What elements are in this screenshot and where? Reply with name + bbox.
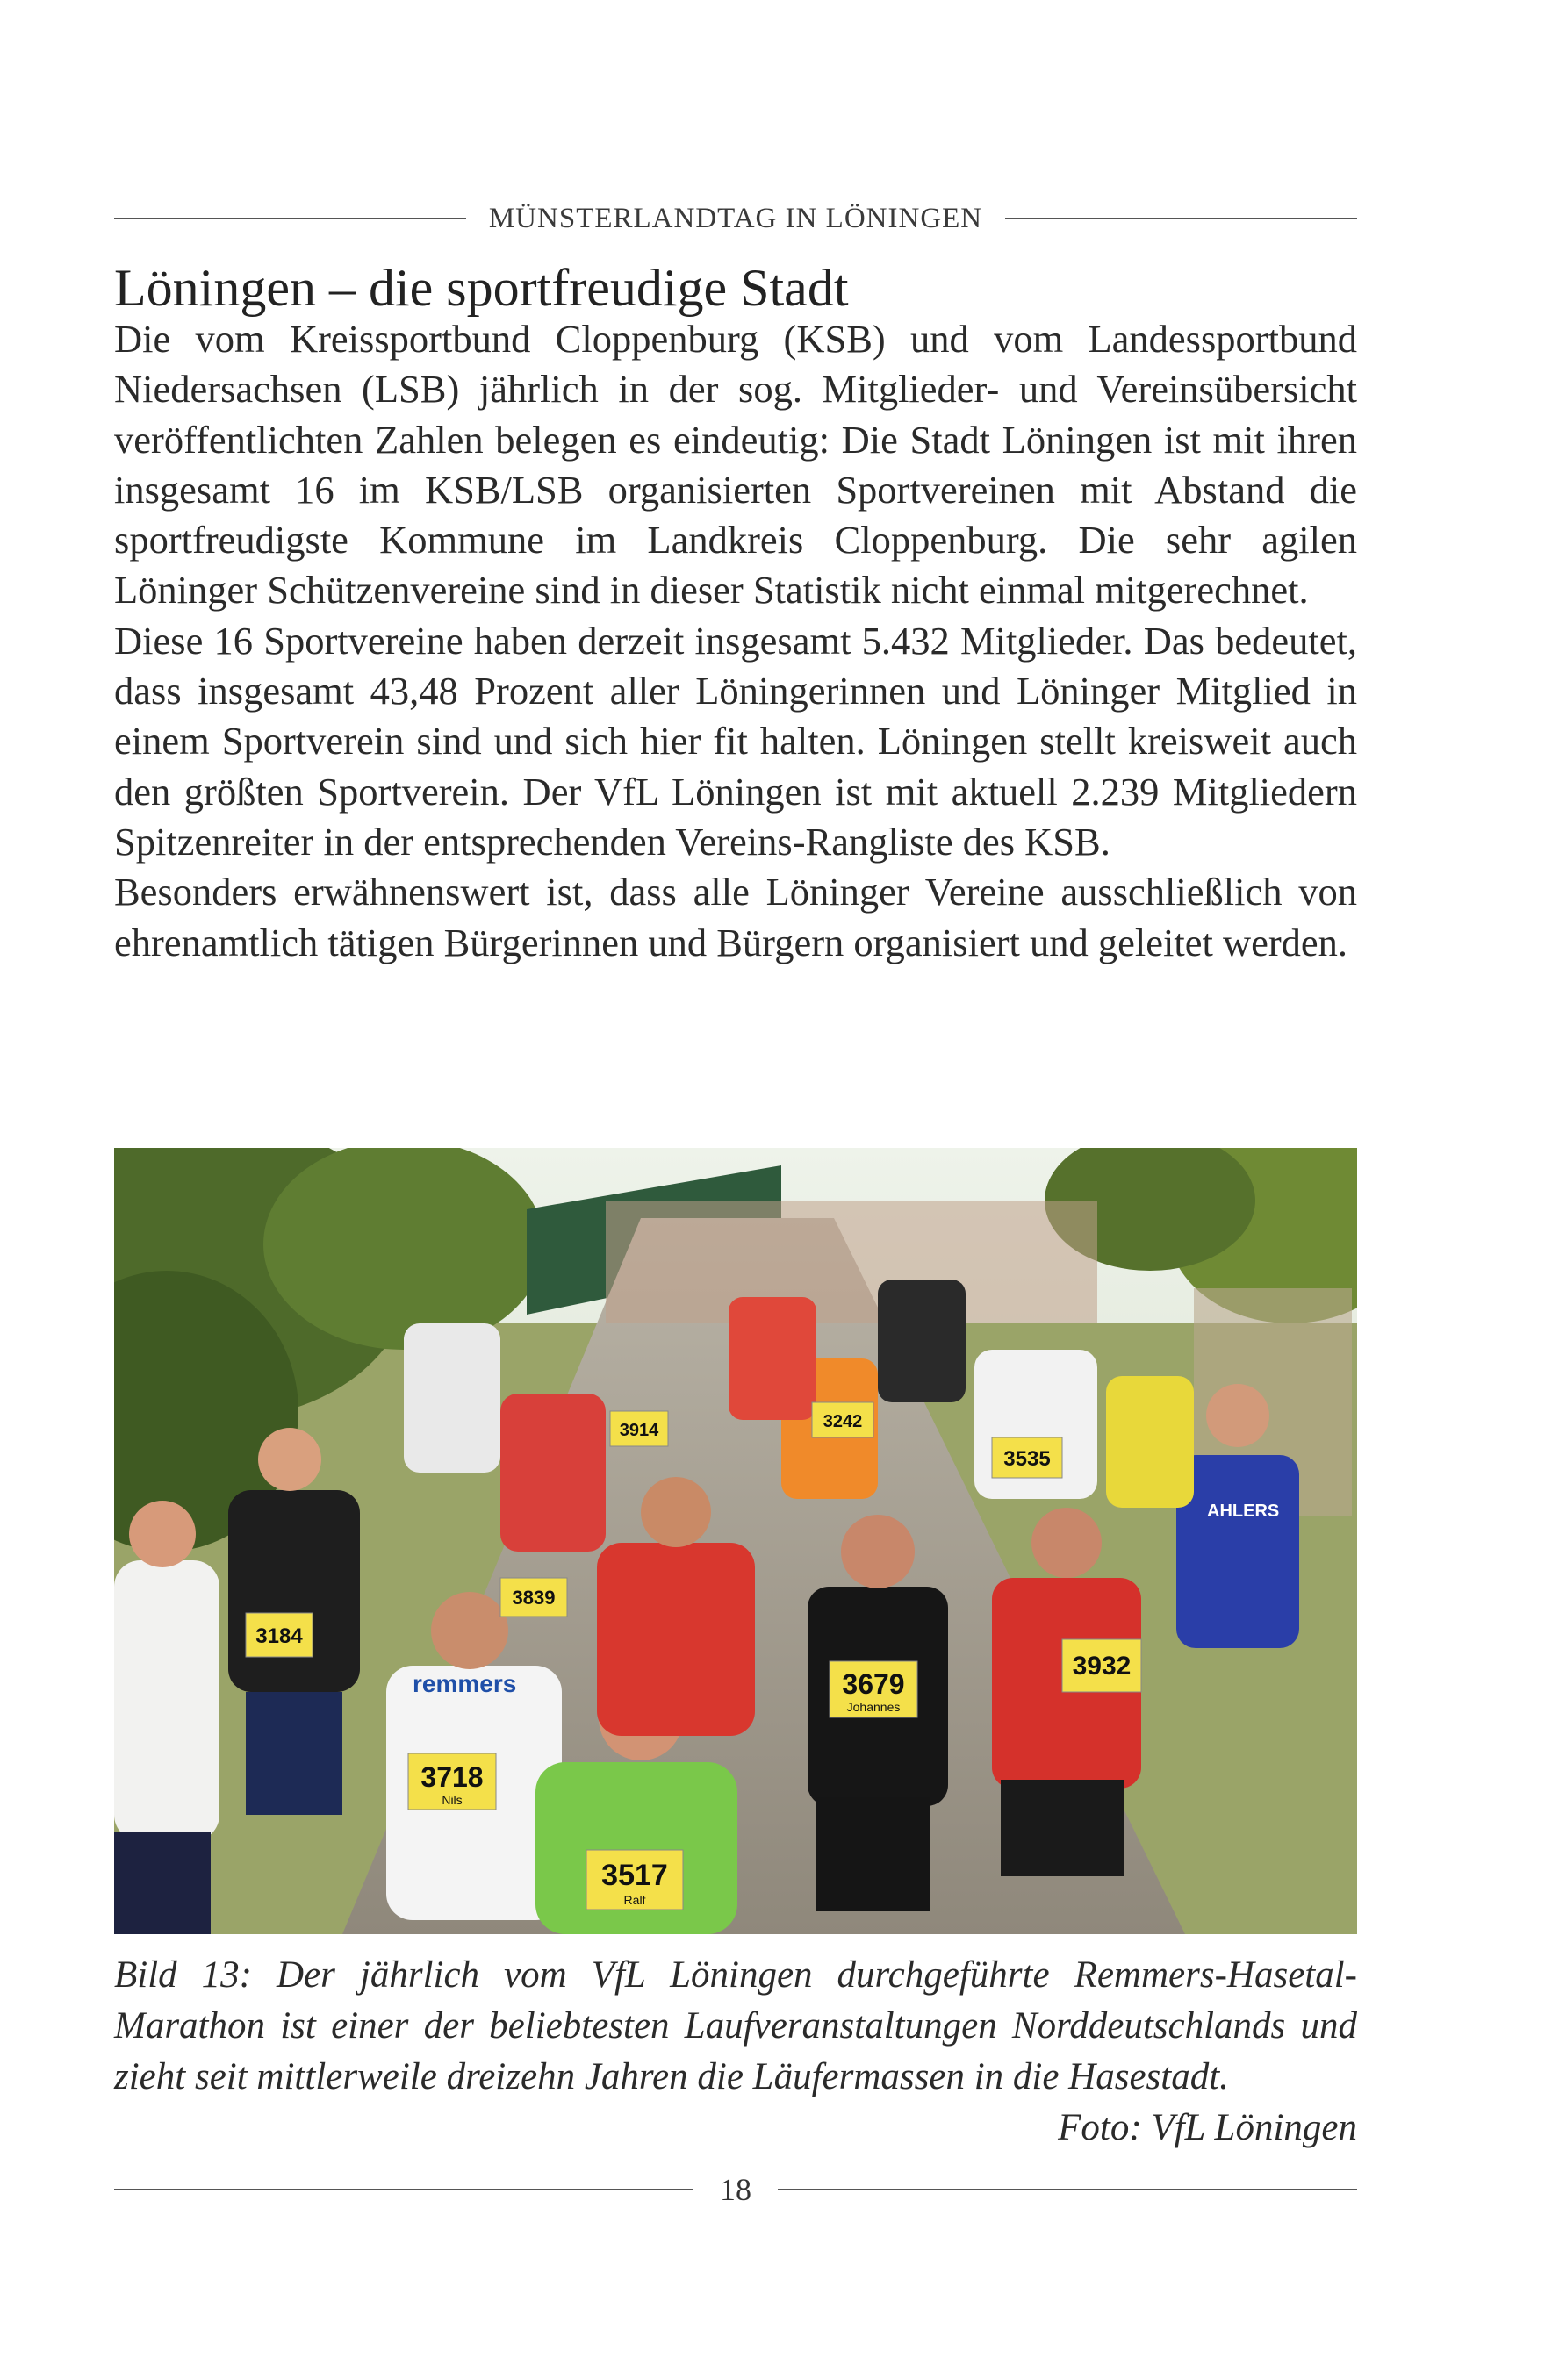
header-title: MÜNSTERLANDTAG IN LÖNINGEN (488, 202, 983, 234)
bib (408, 1753, 496, 1810)
bib (610, 1411, 668, 1446)
bib-number: 3839 (512, 1587, 556, 1609)
photo-credit: Foto: VfL Löningen (1058, 2107, 1357, 2148)
bib-number: 3718 (420, 1761, 484, 1793)
bib-number: 3242 (823, 1412, 863, 1431)
bib-number: 3679 (842, 1668, 905, 1700)
paragraph: Besonders erwähnenswert ist, dass alle Löninger Vereine ausschließlich von ehrenamtlich tätigen Bürgerinnen und Bürgern organisiert und geleitet werden. (114, 870, 1357, 964)
header-rule-left (114, 218, 466, 219)
footer-rule-left (114, 2189, 693, 2190)
photo-caption (114, 1950, 1357, 2154)
bib-number: 3184 (255, 1624, 303, 1648)
bib (812, 1402, 873, 1437)
bib-number: 3932 (1072, 1652, 1132, 1681)
bib (586, 1850, 683, 1910)
bib-number: 3535 (1003, 1447, 1051, 1471)
bib (1062, 1639, 1141, 1692)
article-body (114, 314, 1357, 968)
page-number: 18 (720, 2172, 751, 2207)
running-header (114, 197, 1357, 240)
bib-number: 3517 (601, 1859, 668, 1892)
bib (830, 1661, 917, 1717)
bib-name: Ralf (623, 1893, 646, 1907)
header-rule-right (1005, 218, 1357, 219)
page-footer (114, 2168, 1357, 2212)
bib-number: 3914 (619, 1421, 659, 1440)
shirt-text: AHLERS (1207, 1502, 1280, 1521)
paragraph: Diese 16 Sportvereine haben derzeit insgesamt 5.432 Mitglieder. Das bedeutet, dass insgesamt 43,48 Prozent aller Löningerinnen und Löninger Mitglied in einem Sportverein sind und sich hier fit halten. Löningen stellt kreisweit auch den größten Sportverein. Der VfL Löningen ist mit aktuell 2.239 Mitgliedern Spitzenreiter in der entsprechenden Vereins-Rangliste des KSB. (114, 618, 1357, 864)
bib (992, 1437, 1062, 1478)
marathon-photo (114, 1148, 1357, 1934)
bib (246, 1613, 313, 1657)
shirt-text: remmers (413, 1670, 517, 1697)
caption-text: Bild 13: Der jährlich vom VfL Löningen durchgeführte Remmers-Hasetal-Marathon ist einer der beliebtesten Laufveranstaltungen Norddeutschlands und zieht seit mittlerweile dreizehn Jahren die Läufermassen in die Hasestadt. (114, 1954, 1357, 2097)
article-heading: Löningen – die sportfreudige Stadt (114, 259, 849, 317)
bib-name: Johannes (846, 1700, 901, 1714)
bib (500, 1578, 567, 1617)
bib-name: Nils (442, 1793, 463, 1807)
paragraph: Die vom Kreissportbund Cloppenburg (KSB) und vom Landessportbund Niedersachsen (LSB) jährlich in der sog. Mitglieder- und Vereinsübersicht veröffentlichten Zahlen belegen es eindeutig: Die Stadt Löningen ist mit ihren insgesamt 16 im KSB/LSB organisierten Sportvereinen mit Abstand die sportfreudigste Kommune im Landkreis Cloppenburg. Die sehr agilen Löninger Schützenvereine sind in dieser Statistik nicht einmal mitgerechnet. (114, 317, 1357, 613)
footer-rule-right (778, 2189, 1357, 2190)
